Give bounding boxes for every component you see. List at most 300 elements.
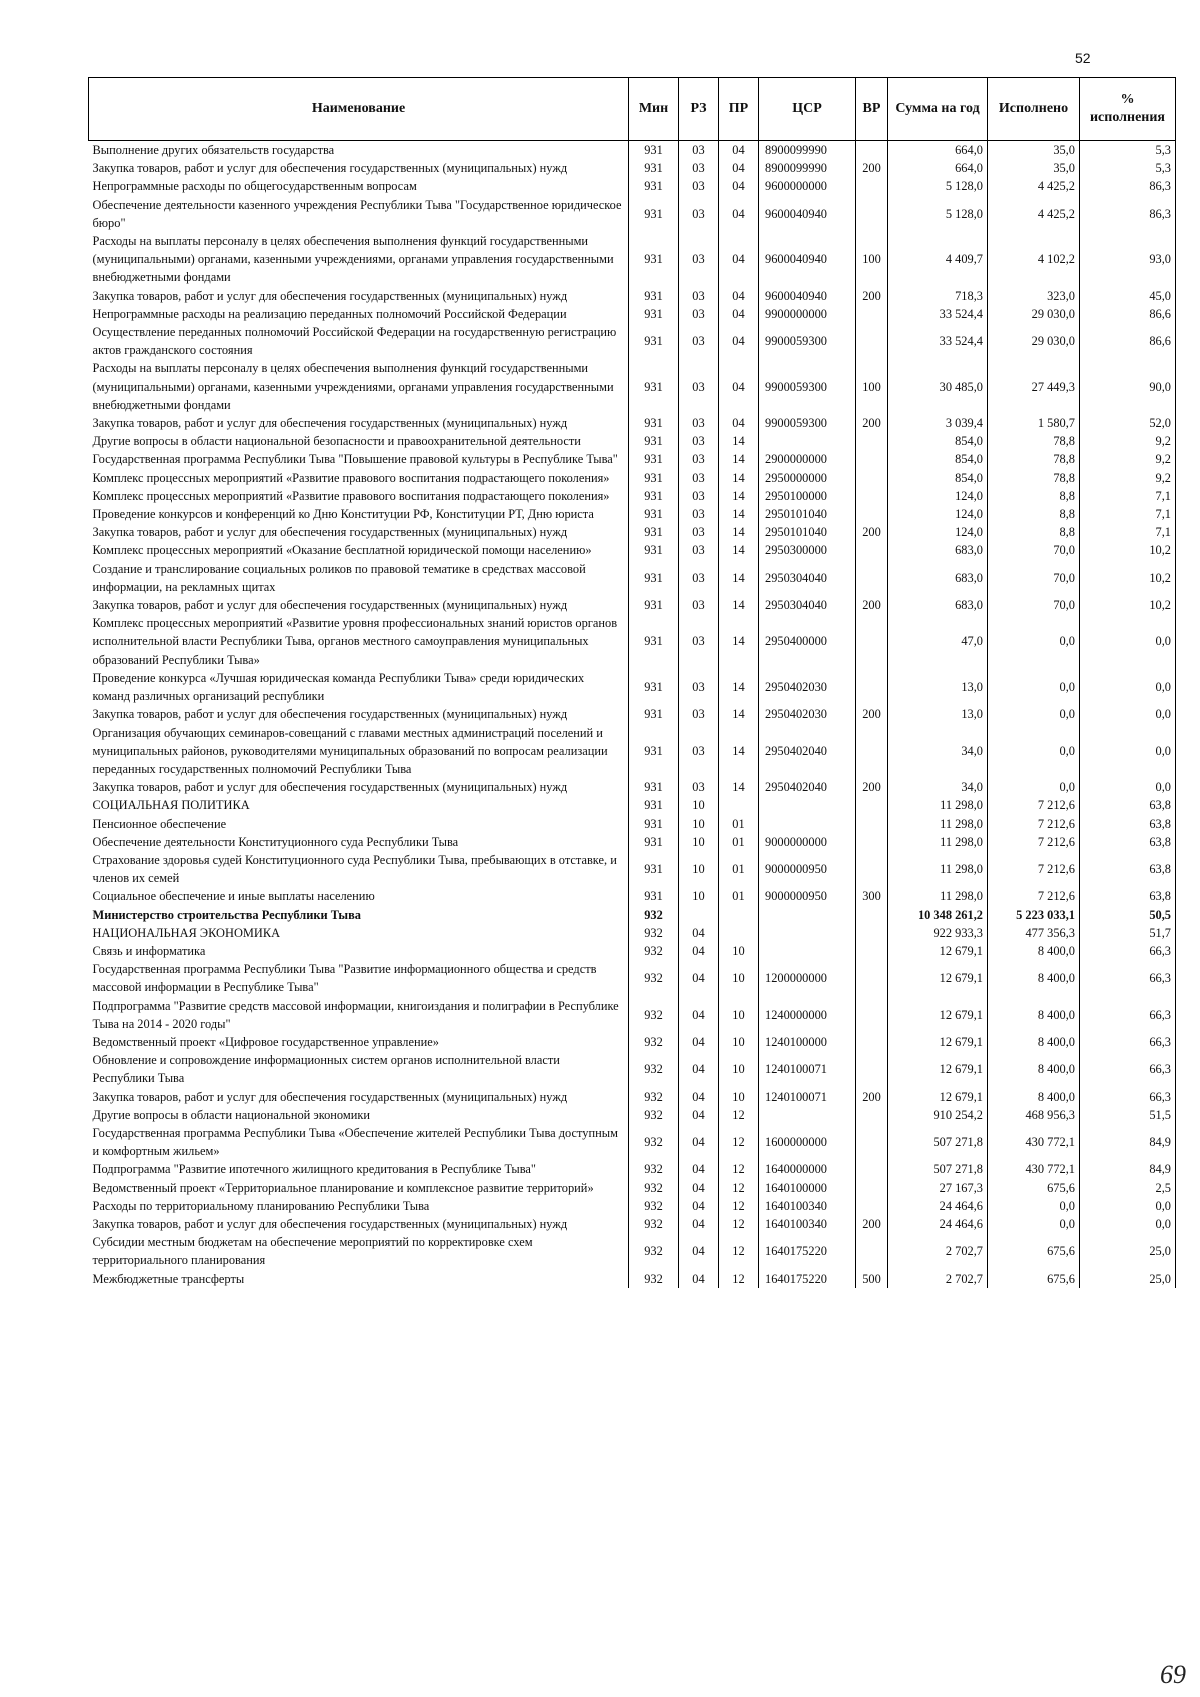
cell-vr bbox=[856, 1124, 888, 1160]
cell-sum: 12 679,1 bbox=[888, 997, 988, 1033]
cell-min: 932 bbox=[629, 1051, 679, 1087]
cell-pr: 14 bbox=[719, 523, 759, 541]
cell-vr bbox=[856, 997, 888, 1033]
cell-rz: 03 bbox=[679, 287, 719, 305]
cell-pct: 2,5 bbox=[1080, 1179, 1176, 1197]
cell-isp: 70,0 bbox=[988, 541, 1080, 559]
cell-sum: 12 679,1 bbox=[888, 1033, 988, 1051]
cell-sum: 24 464,6 bbox=[888, 1197, 988, 1215]
cell-min: 931 bbox=[629, 432, 679, 450]
cell-min: 931 bbox=[629, 796, 679, 814]
cell-sum: 47,0 bbox=[888, 614, 988, 669]
cell-name: НАЦИОНАЛЬНАЯ ЭКОНОМИКА bbox=[92, 925, 281, 940]
cell-name: Закупка товаров, работ и услуг для обеспечения государственных (муниципальных) нужд bbox=[92, 161, 568, 176]
cell-min: 932 bbox=[629, 906, 679, 924]
table-row bbox=[89, 960, 1176, 996]
cell-csr: 8900099990 bbox=[759, 141, 856, 160]
cell-min: 931 bbox=[629, 141, 679, 160]
cell-min: 932 bbox=[629, 1197, 679, 1215]
cell-pr: 04 bbox=[719, 359, 759, 414]
cell-csr: 1240100071 bbox=[759, 1051, 856, 1087]
cell-name: Государственная программа Республики Тыва «Обеспечение жителей Республики Тыва доступным и комфортным жильем» bbox=[92, 1125, 618, 1159]
cell-min: 931 bbox=[629, 815, 679, 833]
cell-vr bbox=[856, 469, 888, 487]
cell-isp: 4 425,2 bbox=[988, 177, 1080, 195]
cell-rz: 10 bbox=[679, 815, 719, 833]
table-row bbox=[89, 924, 1176, 942]
cell-vr: 500 bbox=[856, 1270, 888, 1288]
cell-sum: 33 524,4 bbox=[888, 305, 988, 323]
cell-vr bbox=[856, 450, 888, 468]
cell-isp: 70,0 bbox=[988, 596, 1080, 614]
cell-csr: 2950000000 bbox=[759, 469, 856, 487]
cell-isp: 675,6 bbox=[988, 1270, 1080, 1288]
cell-vr bbox=[856, 432, 888, 450]
cell-pct: 10,2 bbox=[1080, 541, 1176, 559]
cell-min: 931 bbox=[629, 159, 679, 177]
cell-name: Обеспечение деятельности казенного учреждения Республики Тыва "Государственное юридическое бюро" bbox=[92, 197, 622, 230]
cell-pct: 52,0 bbox=[1080, 414, 1176, 432]
cell-sum: 5 128,0 bbox=[888, 196, 988, 232]
cell-vr: 300 bbox=[856, 887, 888, 905]
cell-pr: 14 bbox=[719, 541, 759, 559]
cell-pr: 12 bbox=[719, 1233, 759, 1269]
cell-sum: 922 933,3 bbox=[888, 924, 988, 942]
cell-vr: 200 bbox=[856, 1215, 888, 1233]
cell-pr: 10 bbox=[719, 997, 759, 1033]
cell-min: 932 bbox=[629, 1270, 679, 1288]
table-row bbox=[89, 450, 1176, 468]
cell-pr: 14 bbox=[719, 778, 759, 796]
cell-name: Обеспечение деятельности Конституционного суда Республики Тыва bbox=[92, 834, 459, 849]
cell-sum: 3 039,4 bbox=[888, 414, 988, 432]
cell-csr bbox=[759, 924, 856, 942]
cell-isp: 78,8 bbox=[988, 469, 1080, 487]
cell-pr bbox=[719, 924, 759, 942]
cell-sum: 13,0 bbox=[888, 705, 988, 723]
cell-min: 932 bbox=[629, 1233, 679, 1269]
cell-pr: 01 bbox=[719, 887, 759, 905]
cell-rz: 03 bbox=[679, 450, 719, 468]
cell-sum: 13,0 bbox=[888, 669, 988, 705]
cell-sum: 34,0 bbox=[888, 778, 988, 796]
cell-csr: 1640000000 bbox=[759, 1160, 856, 1178]
table-row bbox=[89, 669, 1176, 705]
cell-sum: 683,0 bbox=[888, 541, 988, 559]
cell-pct: 10,2 bbox=[1080, 560, 1176, 596]
cell-vr: 100 bbox=[856, 232, 888, 287]
table-row bbox=[89, 1233, 1176, 1269]
cell-sum: 11 298,0 bbox=[888, 796, 988, 814]
cell-csr: 1640100340 bbox=[759, 1215, 856, 1233]
cell-sum: 854,0 bbox=[888, 432, 988, 450]
cell-name: Комплекс процессных мероприятий «Оказание бесплатной юридической помощи населению» bbox=[92, 543, 592, 558]
cell-name: Подпрограмма "Развитие средств массовой информации, книгоиздания и полиграфии в Республике Тыва на 2014 - 2020 годы" bbox=[92, 998, 619, 1031]
cell-rz: 04 bbox=[679, 1033, 719, 1051]
cell-vr bbox=[856, 1106, 888, 1124]
cell-pr: 04 bbox=[719, 196, 759, 232]
cell-vr bbox=[856, 1051, 888, 1087]
cell-csr bbox=[759, 1106, 856, 1124]
cell-vr bbox=[856, 614, 888, 669]
cell-pr: 04 bbox=[719, 414, 759, 432]
cell-rz: 04 bbox=[679, 1215, 719, 1233]
table-row bbox=[89, 323, 1176, 359]
cell-sum: 507 271,8 bbox=[888, 1124, 988, 1160]
cell-rz: 04 bbox=[679, 1233, 719, 1269]
cell-vr bbox=[856, 851, 888, 887]
cell-pct: 84,9 bbox=[1080, 1124, 1176, 1160]
cell-pct: 93,0 bbox=[1080, 232, 1176, 287]
cell-sum: 12 679,1 bbox=[888, 960, 988, 996]
cell-isp: 7 212,6 bbox=[988, 815, 1080, 833]
cell-min: 931 bbox=[629, 450, 679, 468]
cell-name: Социальное обеспечение и иные выплаты населению bbox=[92, 889, 375, 904]
cell-sum: 12 679,1 bbox=[888, 942, 988, 960]
cell-rz: 04 bbox=[679, 960, 719, 996]
cell-isp: 0,0 bbox=[988, 778, 1080, 796]
table-row bbox=[89, 1270, 1176, 1288]
cell-rz: 04 bbox=[679, 1179, 719, 1197]
cell-isp: 675,6 bbox=[988, 1233, 1080, 1269]
cell-vr bbox=[856, 669, 888, 705]
cell-rz: 04 bbox=[679, 924, 719, 942]
cell-csr: 1600000000 bbox=[759, 1124, 856, 1160]
cell-rz bbox=[679, 906, 719, 924]
cell-vr bbox=[856, 1033, 888, 1051]
cell-sum: 11 298,0 bbox=[888, 887, 988, 905]
cell-pr: 04 bbox=[719, 177, 759, 195]
cell-min: 931 bbox=[629, 177, 679, 195]
header-min: Мин bbox=[629, 78, 679, 141]
cell-vr: 200 bbox=[856, 523, 888, 541]
cell-isp: 0,0 bbox=[988, 669, 1080, 705]
cell-pct: 66,3 bbox=[1080, 942, 1176, 960]
cell-csr: 2950400000 bbox=[759, 614, 856, 669]
table-row bbox=[89, 851, 1176, 887]
cell-pct: 5,3 bbox=[1080, 159, 1176, 177]
header-name: Наименование bbox=[89, 78, 629, 141]
cell-rz: 04 bbox=[679, 1197, 719, 1215]
cell-csr: 1640175220 bbox=[759, 1233, 856, 1269]
header-pr: ПР bbox=[719, 78, 759, 141]
cell-isp: 8,8 bbox=[988, 487, 1080, 505]
cell-vr bbox=[856, 815, 888, 833]
cell-isp: 29 030,0 bbox=[988, 323, 1080, 359]
cell-rz: 04 bbox=[679, 942, 719, 960]
cell-rz: 03 bbox=[679, 505, 719, 523]
cell-csr: 9900059300 bbox=[759, 323, 856, 359]
cell-vr bbox=[856, 177, 888, 195]
cell-min: 931 bbox=[629, 541, 679, 559]
table-row bbox=[89, 906, 1176, 924]
cell-sum: 124,0 bbox=[888, 487, 988, 505]
cell-pct: 86,3 bbox=[1080, 177, 1176, 195]
cell-vr: 200 bbox=[856, 287, 888, 305]
cell-rz: 03 bbox=[679, 359, 719, 414]
cell-rz: 10 bbox=[679, 887, 719, 905]
table-row bbox=[89, 815, 1176, 833]
cell-rz: 03 bbox=[679, 614, 719, 669]
table-row bbox=[89, 1088, 1176, 1106]
cell-pct: 7,1 bbox=[1080, 523, 1176, 541]
cell-name: Связь и информатика bbox=[92, 943, 206, 958]
cell-sum: 124,0 bbox=[888, 505, 988, 523]
cell-rz: 04 bbox=[679, 1160, 719, 1178]
header-vr: ВР bbox=[856, 78, 888, 141]
cell-pct: 25,0 bbox=[1080, 1270, 1176, 1288]
cell-rz: 03 bbox=[679, 669, 719, 705]
cell-rz: 10 bbox=[679, 796, 719, 814]
cell-pr: 10 bbox=[719, 1088, 759, 1106]
table-row bbox=[89, 414, 1176, 432]
cell-pr: 12 bbox=[719, 1124, 759, 1160]
cell-vr bbox=[856, 960, 888, 996]
cell-name: Государственная программа Республики Тыва "Повышение правовой культуры в Республике Тыва" bbox=[92, 452, 618, 467]
cell-pr: 04 bbox=[719, 159, 759, 177]
cell-rz: 04 bbox=[679, 1051, 719, 1087]
cell-isp: 8 400,0 bbox=[988, 942, 1080, 960]
cell-name: Межбюджетные трансферты bbox=[92, 1271, 245, 1286]
cell-sum: 2 702,7 bbox=[888, 1270, 988, 1288]
cell-isp: 0,0 bbox=[988, 1197, 1080, 1215]
cell-rz: 03 bbox=[679, 159, 719, 177]
cell-isp: 7 212,6 bbox=[988, 851, 1080, 887]
cell-vr: 200 bbox=[856, 1088, 888, 1106]
cell-name: Страхование здоровья судей Конституционного суда Республики Тыва, пребывающих в отставке, и членов их семей bbox=[92, 852, 617, 886]
cell-pct: 9,2 bbox=[1080, 469, 1176, 487]
cell-name: Закупка товаров, работ и услуг для обеспечения государственных (муниципальных) нужд bbox=[92, 707, 568, 722]
cell-rz: 04 bbox=[679, 1124, 719, 1160]
cell-min: 932 bbox=[629, 1215, 679, 1233]
cell-pct: 0,0 bbox=[1080, 614, 1176, 669]
cell-name: Ведомственный проект «Цифровое государственное управление» bbox=[92, 1034, 439, 1049]
cell-pct: 0,0 bbox=[1080, 724, 1176, 779]
cell-pct: 51,5 bbox=[1080, 1106, 1176, 1124]
cell-isp: 675,6 bbox=[988, 1179, 1080, 1197]
cell-sum: 718,3 bbox=[888, 287, 988, 305]
cell-csr: 9600000000 bbox=[759, 177, 856, 195]
cell-pct: 10,2 bbox=[1080, 596, 1176, 614]
cell-name: Проведение конкурса «Лучшая юридическая команда Республики Тыва» среди юридических команд различных организаций республики bbox=[92, 670, 585, 704]
cell-pct: 86,6 bbox=[1080, 323, 1176, 359]
cell-min: 932 bbox=[629, 1124, 679, 1160]
cell-isp: 430 772,1 bbox=[988, 1160, 1080, 1178]
cell-pct: 9,2 bbox=[1080, 450, 1176, 468]
cell-min: 932 bbox=[629, 942, 679, 960]
cell-name: Расходы на выплаты персоналу в целях обеспечения выполнения функций государственными (муниципальными) органами, казенными учреждениями, органами управления государственными внебюджетными фондами bbox=[92, 234, 614, 285]
cell-csr: 9000000950 bbox=[759, 851, 856, 887]
cell-vr bbox=[856, 942, 888, 960]
cell-isp: 468 956,3 bbox=[988, 1106, 1080, 1124]
cell-csr: 9900059300 bbox=[759, 414, 856, 432]
cell-pct: 0,0 bbox=[1080, 669, 1176, 705]
cell-isp: 323,0 bbox=[988, 287, 1080, 305]
cell-isp: 8 400,0 bbox=[988, 1088, 1080, 1106]
cell-rz: 04 bbox=[679, 1270, 719, 1288]
cell-csr: 2950101040 bbox=[759, 505, 856, 523]
cell-csr: 9600040940 bbox=[759, 287, 856, 305]
cell-name: Закупка товаров, работ и услуг для обеспечения государственных (муниципальных) нужд bbox=[92, 1216, 568, 1231]
cell-isp: 1 580,7 bbox=[988, 414, 1080, 432]
cell-pr: 14 bbox=[719, 705, 759, 723]
cell-min: 931 bbox=[629, 487, 679, 505]
cell-sum: 30 485,0 bbox=[888, 359, 988, 414]
cell-min: 931 bbox=[629, 287, 679, 305]
cell-csr: 9900059300 bbox=[759, 359, 856, 414]
cell-min: 931 bbox=[629, 469, 679, 487]
cell-sum: 12 679,1 bbox=[888, 1088, 988, 1106]
cell-pct: 0,0 bbox=[1080, 705, 1176, 723]
cell-pr: 04 bbox=[719, 323, 759, 359]
cell-min: 931 bbox=[629, 851, 679, 887]
cell-min: 931 bbox=[629, 323, 679, 359]
cell-vr: 200 bbox=[856, 778, 888, 796]
table-row bbox=[89, 505, 1176, 523]
cell-min: 931 bbox=[629, 596, 679, 614]
cell-isp: 5 223 033,1 bbox=[988, 906, 1080, 924]
cell-pr bbox=[719, 796, 759, 814]
cell-rz: 04 bbox=[679, 1106, 719, 1124]
cell-vr bbox=[856, 487, 888, 505]
cell-min: 931 bbox=[629, 359, 679, 414]
cell-sum: 10 348 261,2 bbox=[888, 906, 988, 924]
cell-pr: 04 bbox=[719, 305, 759, 323]
cell-csr: 8900099990 bbox=[759, 159, 856, 177]
table-row bbox=[89, 523, 1176, 541]
table-row bbox=[89, 1215, 1176, 1233]
table-row bbox=[89, 287, 1176, 305]
cell-name: СОЦИАЛЬНАЯ ПОЛИТИКА bbox=[92, 798, 250, 813]
cell-isp: 8,8 bbox=[988, 523, 1080, 541]
cell-pr: 14 bbox=[719, 669, 759, 705]
cell-pct: 0,0 bbox=[1080, 1215, 1176, 1233]
cell-min: 931 bbox=[629, 833, 679, 851]
cell-csr bbox=[759, 432, 856, 450]
cell-vr: 200 bbox=[856, 705, 888, 723]
cell-pct: 86,6 bbox=[1080, 305, 1176, 323]
cell-vr bbox=[856, 796, 888, 814]
cell-min: 931 bbox=[629, 305, 679, 323]
cell-pr: 14 bbox=[719, 505, 759, 523]
cell-rz: 03 bbox=[679, 469, 719, 487]
cell-rz: 03 bbox=[679, 232, 719, 287]
cell-csr: 1640100000 bbox=[759, 1179, 856, 1197]
cell-pct: 63,8 bbox=[1080, 815, 1176, 833]
cell-vr bbox=[856, 833, 888, 851]
cell-csr bbox=[759, 906, 856, 924]
cell-isp: 78,8 bbox=[988, 450, 1080, 468]
cell-name: Министерство строительства Республики Тыва bbox=[92, 907, 361, 922]
table-row bbox=[89, 778, 1176, 796]
cell-pct: 90,0 bbox=[1080, 359, 1176, 414]
cell-vr bbox=[856, 196, 888, 232]
cell-csr: 2950402040 bbox=[759, 778, 856, 796]
cell-rz: 03 bbox=[679, 196, 719, 232]
cell-rz: 10 bbox=[679, 833, 719, 851]
cell-vr bbox=[856, 924, 888, 942]
cell-sum: 683,0 bbox=[888, 560, 988, 596]
cell-vr: 200 bbox=[856, 596, 888, 614]
cell-sum: 683,0 bbox=[888, 596, 988, 614]
cell-isp: 70,0 bbox=[988, 560, 1080, 596]
cell-pr: 10 bbox=[719, 960, 759, 996]
table-row bbox=[89, 305, 1176, 323]
cell-sum: 910 254,2 bbox=[888, 1106, 988, 1124]
cell-sum: 5 128,0 bbox=[888, 177, 988, 195]
cell-rz: 03 bbox=[679, 541, 719, 559]
cell-min: 932 bbox=[629, 924, 679, 942]
cell-sum: 33 524,4 bbox=[888, 323, 988, 359]
cell-vr bbox=[856, 1160, 888, 1178]
cell-isp: 477 356,3 bbox=[988, 924, 1080, 942]
cell-vr bbox=[856, 1233, 888, 1269]
cell-isp: 35,0 bbox=[988, 159, 1080, 177]
cell-isp: 8 400,0 bbox=[988, 997, 1080, 1033]
cell-pr: 01 bbox=[719, 815, 759, 833]
cell-csr: 2950300000 bbox=[759, 541, 856, 559]
header-csr: ЦСР bbox=[759, 78, 856, 141]
cell-min: 931 bbox=[629, 778, 679, 796]
cell-rz: 03 bbox=[679, 705, 719, 723]
cell-pct: 63,8 bbox=[1080, 833, 1176, 851]
cell-vr bbox=[856, 1179, 888, 1197]
cell-pct: 63,8 bbox=[1080, 796, 1176, 814]
cell-rz: 10 bbox=[679, 851, 719, 887]
cell-rz: 03 bbox=[679, 432, 719, 450]
cell-isp: 7 212,6 bbox=[988, 796, 1080, 814]
cell-pr: 12 bbox=[719, 1215, 759, 1233]
cell-isp: 29 030,0 bbox=[988, 305, 1080, 323]
cell-sum: 27 167,3 bbox=[888, 1179, 988, 1197]
cell-isp: 7 212,6 bbox=[988, 887, 1080, 905]
cell-csr bbox=[759, 796, 856, 814]
cell-rz: 03 bbox=[679, 724, 719, 779]
cell-rz: 03 bbox=[679, 778, 719, 796]
cell-csr: 9600040940 bbox=[759, 232, 856, 287]
table-row bbox=[89, 141, 1176, 160]
cell-rz: 03 bbox=[679, 414, 719, 432]
table-row bbox=[89, 359, 1176, 414]
table-row bbox=[89, 997, 1176, 1033]
cell-min: 931 bbox=[629, 887, 679, 905]
cell-name: Другие вопросы в области национальной экономики bbox=[92, 1107, 370, 1122]
cell-csr: 2950101040 bbox=[759, 523, 856, 541]
cell-name: Создание и транслирование социальных роликов по правовой тематике в средствах массовой информации, на рекламных щитах bbox=[92, 561, 586, 594]
budget-table bbox=[88, 77, 1176, 1288]
cell-sum: 12 679,1 bbox=[888, 1051, 988, 1087]
cell-sum: 4 409,7 bbox=[888, 232, 988, 287]
cell-name: Закупка товаров, работ и услуг для обеспечения государственных (муниципальных) нужд bbox=[92, 780, 568, 795]
cell-pr: 10 bbox=[719, 1051, 759, 1087]
cell-name: Комплекс процессных мероприятий «Развитие правового воспитания подрастающего поколения» bbox=[92, 488, 610, 503]
cell-isp: 0,0 bbox=[988, 724, 1080, 779]
cell-sum: 11 298,0 bbox=[888, 851, 988, 887]
table-row bbox=[89, 432, 1176, 450]
table-row bbox=[89, 1197, 1176, 1215]
table-row bbox=[89, 541, 1176, 559]
cell-pct: 63,8 bbox=[1080, 851, 1176, 887]
cell-name: Пенсионное обеспечение bbox=[92, 816, 227, 831]
cell-isp: 430 772,1 bbox=[988, 1124, 1080, 1160]
cell-isp: 4 425,2 bbox=[988, 196, 1080, 232]
cell-vr bbox=[856, 906, 888, 924]
cell-sum: 664,0 bbox=[888, 141, 988, 160]
cell-name: Расходы на выплаты персоналу в целях обеспечения выполнения функций государственными (муниципальными) органами, казенными учреждениями, органами управления государственными внебюджетными фондами bbox=[92, 361, 614, 412]
header-rz: РЗ bbox=[679, 78, 719, 141]
table-row bbox=[89, 177, 1176, 195]
cell-csr: 9000000950 bbox=[759, 887, 856, 905]
